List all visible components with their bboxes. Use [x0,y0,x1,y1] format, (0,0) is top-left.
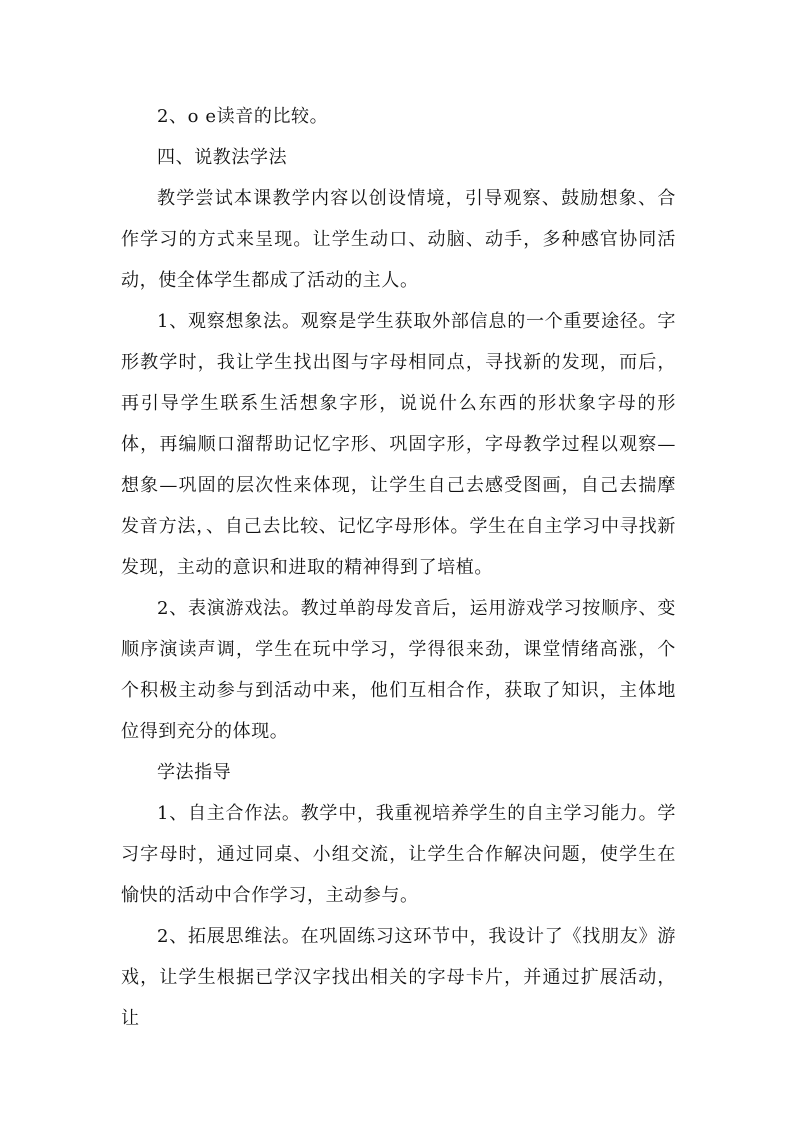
subheading-learning-guidance: 学法指导 [157,762,232,783]
paragraph-o-e-comparison: 2、o e读音的比较。 [157,106,329,127]
section-heading-teaching-methods: 四、说教法学法 [157,147,288,168]
paragraph-cooperative-method: 1、自主合作法。教学中，我重视培养学生的自主学习能力。学习字母时，通过同桌、小组交流，让学生合作解决问题，使学生在愉快的活动中合作学习，主动参与。 [121,803,676,906]
paragraph-observation-method: 1、观察想象法。观察是学生获取外部信息的一个重要途径。字形教学时，我让学生找出图与字母相同点，寻找新的发现，而后，再引导学生联系生活想象字形，说说什么东西的形状象字母的形体，再编顺口溜帮助记忆字形、巩固字形，字母教学过程以观察—想象—巩固的层次性来体现，让学生自己去感受图画，自己去揣摩发音方法，、自己去比较、记忆字母形体。学生在自主学习中寻找新发现，主动的意识和进取的精神得到了培植。 [121,311,676,578]
paragraph-thinking-method: 2、拓展思维法。在巩固练习这环节中，我设计了《找朋友》游戏，让学生根据已学汉字找出相关的字母卡片，并通过扩展活动，让 [121,926,676,1029]
paragraph-teaching-intro: 教学尝试本课教学内容以创设情境，引导观察、鼓励想象、合作学习的方式来呈现。让学生动口、动脑、动手，多种感官协同活动，使全体学生都成了活动的主人。 [121,188,676,291]
paragraph-game-method: 2、表演游戏法。教过单韵母发音后，运用游戏学习按顺序、变顺序演读声调，学生在玩中学习，学得很来劲，课堂情绪高涨，个个积极主动参与到活动中来，他们互相合作，获取了知识，主体地位得到充分的体现。 [121,598,676,742]
body-text [121,96,676,1039]
